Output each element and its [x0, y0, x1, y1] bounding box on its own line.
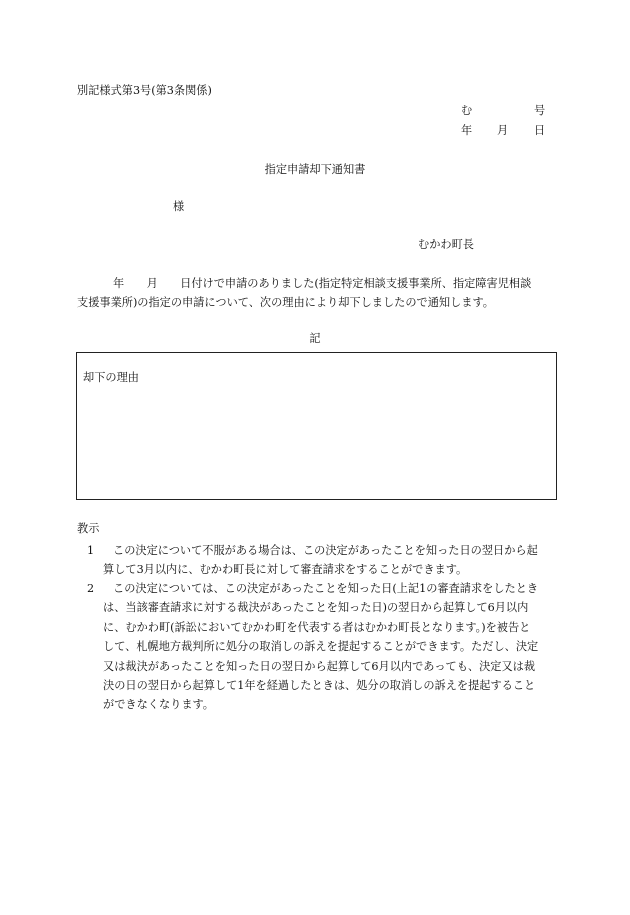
note-line: ができなくなります。 [103, 698, 214, 712]
ki-heading: 記 [309, 332, 321, 345]
number-suffix: 号 [534, 104, 546, 117]
date-day: 日 [534, 124, 546, 137]
document-title: 指定申請却下通知書 [264, 163, 366, 176]
note-line: して、札幌地方裁判所に処分の取消しの訴えを提起することができます。ただし、決定 [103, 640, 539, 654]
note-number: 1 [87, 544, 95, 557]
note-text [103, 541, 538, 580]
note-number: 2 [87, 582, 95, 595]
note-line: この決定について不服がある場合は、この決定があったことを知った日の翌日から起 [113, 544, 538, 557]
notice-body-line-1: 年 月 日付けで申請のありました(指定特定相談支援事業所、指定障害児相談 [113, 277, 532, 290]
addressee-suffix: 様 [173, 200, 185, 213]
form-number: 別記様式第3号(第3条関係) [77, 84, 212, 97]
notice-body-line-2: 支援事業所)の指定の申請について、次の理由により却下しましたので通知します。 [77, 296, 494, 309]
date-month: 月 [497, 124, 509, 137]
issuer: むかわ町長 [418, 238, 474, 251]
note-line: この決定については、この決定があったことを知った日(上記1の審査請求をしたとき [113, 582, 539, 595]
note-line: に、むかわ町(訴訟においてむかわ町を代表する者はむかわ町長となります。)を被告と [103, 620, 531, 634]
notes-heading: 教示 [77, 522, 100, 535]
note-text [103, 579, 538, 715]
note-line: は、当該審査請求に対する裁決があったことを知った日)の翌日から起算して6月以内 [103, 601, 529, 615]
reason-label: 却下の理由 [83, 371, 139, 384]
notice-body [77, 274, 557, 312]
number-prefix: む [461, 104, 473, 117]
note-line: 決の日の翌日から起算して1年を経過したときは、処分の取消しの訴えを提起すること [103, 679, 536, 693]
note-line: 算して3月以内に、むかわ町長に対して審査請求をすることができます。 [103, 563, 468, 577]
date-year: 年 [461, 124, 473, 137]
reason-box [76, 352, 557, 500]
note-line: 又は裁決があったことを知った日の翌日から起算して6月以内であっても、決定又は裁 [103, 659, 536, 673]
